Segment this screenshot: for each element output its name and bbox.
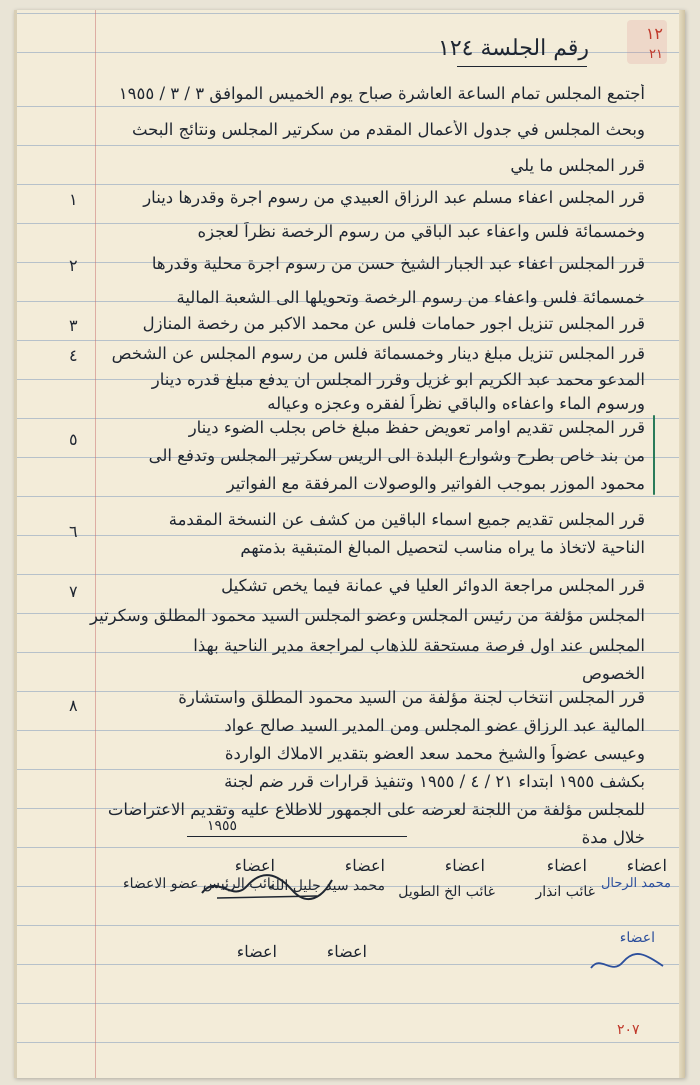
signature-name: غائب انذار bbox=[535, 884, 595, 900]
item-line: وخمسمائة فلس واعفاء عبد الباقي من رسوم الرخصة نظراً لعجزه bbox=[197, 222, 645, 241]
signature-role: اعضاء bbox=[626, 856, 667, 875]
item-line: من بند خاص بطرح وشوارع البلدة الى الريس سكرتير المجلس وتدفع الى bbox=[148, 446, 645, 465]
item-line: المالية عبد الرزاق عضو المجلس ومن المدير السيد صالح عواد bbox=[224, 716, 645, 735]
date-underline bbox=[187, 836, 407, 837]
item-line: الناحية لاتخاذ ما يراه مناسب لتحصيل المبالغ المتبقية بذمتهم bbox=[240, 538, 645, 557]
item-number: ٤ bbox=[69, 346, 78, 365]
item-line: الخصوص bbox=[581, 664, 645, 683]
item-line: قرر المجلس اعفاء مسلم عبد الرزاق العبيدي من رسوم اجرة وقدرها دينار bbox=[143, 188, 645, 207]
item-line: قرر المجلس تنزيل اجور حمامات فلس عن محمد الاكبر من رخصة المنازل bbox=[142, 314, 645, 333]
signature-name: نائب الرئيس عضو الاعضاء bbox=[123, 876, 275, 892]
handwritten-signature bbox=[197, 868, 337, 908]
item-line: قرر المجلس اعفاء عبد الجبار الشيخ حسن من رسوم اجرة محلية وقدرها bbox=[151, 254, 645, 273]
margin-bracket bbox=[653, 415, 655, 495]
header-underline bbox=[457, 66, 587, 67]
intro-line: قرر المجلس ما يلي bbox=[510, 156, 645, 175]
signature-role: اعضاء bbox=[326, 942, 367, 961]
handwritten-signature bbox=[587, 950, 667, 980]
item-line: قرر المجلس تنزيل مبلغ دينار وخمسمائة فلس من رسوم المجلس عن الشخص bbox=[111, 344, 645, 363]
page-footer-number: ٢٠٧ bbox=[617, 1022, 640, 1038]
page-edge bbox=[679, 10, 685, 1078]
signature-role: اعضاء bbox=[234, 856, 275, 875]
item-line: وعيسى عضواً والشيخ محمد سعد العضو بتقدير الاملاك الواردة bbox=[224, 744, 645, 763]
notebook-page bbox=[14, 10, 685, 1078]
item-line: المجلس مؤلفة من رئيس المجلس وعضو المجلس السيد محمود المطلق وسكرتير bbox=[89, 606, 645, 625]
signature-name: محمد سيد جليل الله bbox=[267, 878, 385, 894]
date-note: ١٩٥٥ bbox=[207, 818, 238, 834]
item-line: خمسمائة فلس واعفاء من رسوم الرخصة وتحويلها الى الشعبة المالية bbox=[176, 288, 645, 307]
signature-name: غائب الخ الطويل bbox=[398, 884, 495, 900]
item-line: قرر المجلس مراجعة الدوائر العليا في عمانة فيما يخص تشكيل bbox=[221, 576, 645, 595]
item-line: قرر المجلس تقديم اوامر تعويض حفظ مبلغ خاص بجلب الضوء دينار bbox=[188, 418, 645, 437]
item-line: بكشف ١٩٥٥ ابتداء ٢١ / ٤ / ١٩٥٥ وتنفيذ قرارات قرر ضم لجنة bbox=[224, 772, 645, 791]
item-number: ١ bbox=[69, 190, 78, 209]
session-number: رقم الجلسة ١٢٤ bbox=[438, 36, 589, 61]
item-number: ٨ bbox=[69, 696, 78, 715]
item-line: خلال مدة bbox=[581, 828, 645, 847]
item-line: ورسوم الماء واعفاءه والباقي نظراً لفقره وعجزه وعياله bbox=[267, 394, 645, 413]
item-number: ٢ bbox=[69, 256, 78, 275]
item-line: قرر المجلس انتخاب لجنة مؤلفة من السيد محمود المطلق واستشارة bbox=[178, 688, 645, 707]
item-number: ٣ bbox=[69, 316, 78, 335]
item-line: محمود الموزر بموجب الفواتير والوصولات المرفقة مع الفواتير bbox=[226, 474, 645, 493]
item-line: المجلس عند اول فرصة مستحقة للذهاب لمراجعة مدير الناحية بهذا bbox=[193, 636, 645, 655]
signature-role: اعضاء bbox=[444, 856, 485, 875]
item-line: للمجلس مؤلفة من اللجنة لعرضه على الجمهور للاطلاع عليه وتقديم الاعتراضات bbox=[107, 800, 645, 819]
intro-line: وبحث المجلس في جدول الأعمال المقدم من سكرتير المجلس ونتائج البحث bbox=[131, 120, 645, 139]
signature-role: اعضاء bbox=[344, 856, 385, 875]
item-number: ٦ bbox=[69, 522, 78, 541]
item-line: المدعو محمد عبد الكريم ابو غزيل وقرر المجلس ان يدفع مبلغ قدره دينار bbox=[151, 370, 645, 389]
item-line: قرر المجلس تقديم جميع اسماء الباقين من كشف عن النسخة المقدمة bbox=[168, 510, 645, 529]
signature-role: اعضاء bbox=[546, 856, 587, 875]
signature-role: اعضاء bbox=[619, 930, 655, 946]
signature-role: اعضاء bbox=[236, 942, 277, 961]
intro-line: أجتمع المجلس تمام الساعة العاشرة صباح يوم الخميس الموافق ٣ / ٣ / ١٩٥٥ bbox=[118, 84, 645, 103]
item-number: ٧ bbox=[69, 582, 78, 601]
item-number: ٥ bbox=[69, 430, 78, 449]
folio-number: ١٢ ٢١ bbox=[645, 24, 663, 62]
signature-name: محمد الرحال bbox=[600, 876, 671, 891]
